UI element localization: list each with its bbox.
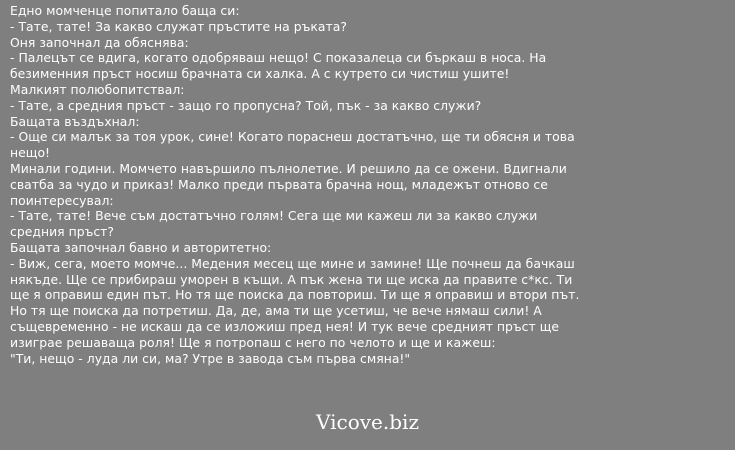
- joke-line: - Виж, сега, моето момче... Медения месец ще мине и замине! Ще почнеш да бачкаш: [10, 255, 575, 271]
- joke-line: поинтересувал:: [10, 192, 114, 208]
- joke-line: същевременно - не искаш да се изложиш пред нея! И тук вече средният пръст ще: [10, 318, 560, 334]
- joke-line: безименния пръст носиш брачната си халка. А с кутрето си чистиш ушите!: [10, 66, 510, 82]
- joke-line: Бащата започнал бавно и авторитетно:: [10, 239, 272, 255]
- joke-line: - Още си малък за тоя урок, сине! Когато пораснеш достатъчно, ще ти обясня и това: [10, 129, 575, 145]
- joke-line: изиграе решаваща роля! Ще я потропаш с него по челото и ще и кажеш:: [10, 334, 496, 350]
- joke-line: "Ти, нещо - луда ли си, ма? Утре в завода съм първа смяна!": [10, 350, 411, 366]
- joke-line: ще я оправиш един път. Но тя ще поиска да повториш. Ти ще я оправиш и втори път.: [10, 287, 580, 303]
- joke-line: - Тате, а средния пръст - защо го пропусна? Той, пък - за какво служи?: [10, 97, 482, 113]
- joke-line: Но тя ще поиска да потретиш. Да, де, ама ти ще усетиш, че вече нямаш сили! А: [10, 303, 542, 319]
- joke-line: Оня започнал да обяснява:: [10, 34, 189, 50]
- site-watermark: Vicove.biz: [316, 410, 419, 434]
- joke-line: нещо!: [10, 145, 51, 161]
- joke-line: сватба за чудо и приказ! Малко преди първата брачна нощ, младежът отново се: [10, 176, 548, 192]
- joke-line: някъде. Ще се прибираш уморен в къщи. А пък жена ти ще иска да правите с*кс. Ти: [10, 271, 573, 287]
- joke-line: Минали години. Момчето навършило пълнолетие. И решило да се ожени. Вдигнали: [10, 160, 567, 176]
- joke-line: средния пръст?: [10, 224, 115, 240]
- joke-text: [10, 3, 710, 366]
- joke-line: Едно момченце попитало баща си:: [10, 3, 240, 18]
- joke-line: Бащата въздъхнал:: [10, 113, 140, 129]
- joke-line: - Тате, тате! За какво служат пръстите на ръката?: [10, 18, 347, 34]
- joke-line: Малкият полюбопитствал:: [10, 81, 185, 97]
- joke-line: - Тате, тате! Вече съм достатъчно голям! Сега ще ми кажеш ли за какво служи: [10, 208, 538, 224]
- joke-line: - Палецът се вдига, когато одобряваш нещо! С показалеца си бъркаш в носа. На: [10, 50, 547, 66]
